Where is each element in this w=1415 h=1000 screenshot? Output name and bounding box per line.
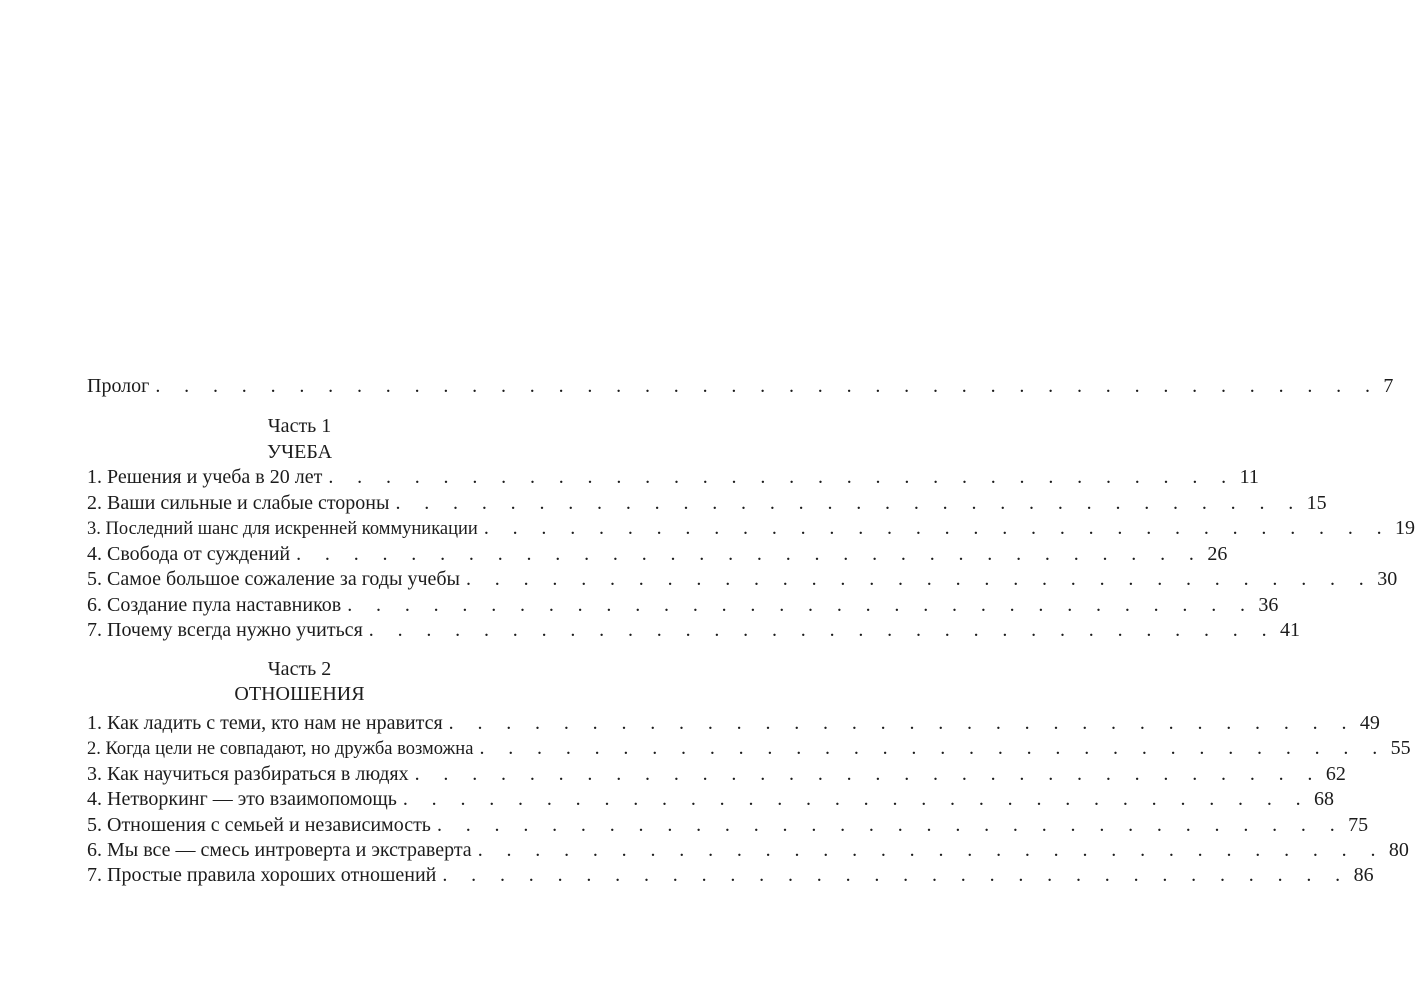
toc-entry-page: 41	[1279, 619, 1300, 641]
toc-entry[interactable]	[87, 618, 1300, 642]
dot-leader: . . . . . . . . . . . . . . . . . . . . . . . . . . . . . . . .	[448, 712, 1356, 734]
dot-leader: . . . . . . . . . . . . . . . . . . . . . . . . . . . . . . . .	[395, 492, 1303, 514]
toc-entry[interactable]	[87, 593, 1279, 617]
toc-entry-title: 1. Как ладить с теми, кто нам не нравится	[87, 712, 443, 734]
toc-entry-title: 7. Простые правила хороших отношений	[87, 864, 437, 886]
toc-entry-page: 30	[1377, 568, 1398, 590]
toc-entry-title: 3. Последний шанс для искренней коммуникации	[87, 519, 478, 539]
toc-entry-page: 55	[1390, 737, 1411, 759]
toc-entry[interactable]	[87, 542, 1228, 566]
toc-entry-title: 2. Когда цели не совпадают, но дружба возможна	[87, 739, 474, 759]
toc-entry-page: 62	[1325, 763, 1346, 785]
toc-entry[interactable]	[87, 567, 1398, 591]
toc-entry-title: 1. Решения и учеба в 20 лет	[87, 466, 323, 488]
dot-leader: . . . . . . . . . . . . . . . . . . . . . . . . . . . . . . . .	[347, 594, 1255, 616]
toc-entry-page: 68	[1314, 788, 1335, 810]
dot-leader: . . . . . . . . . . . . . . . . . . . . . . . . . . . . . . . .	[414, 763, 1322, 785]
toc-entry-title: 6. Создание пула наставников	[87, 594, 342, 616]
toc-entry-title: 2. Ваши сильные и слабые стороны	[87, 492, 390, 514]
toc-entry-title: 5. Отношения с семьей и независимость	[87, 814, 431, 836]
toc-entry-page: 75	[1348, 814, 1369, 836]
dot-leader: . . . . . . . . . . . . . . . . . . . . . . . . . . . . . . . .	[479, 737, 1387, 759]
dot-leader: . . . . . . . . . . . . . . . . . . . . . . . . . . . . . . . .	[402, 788, 1311, 810]
toc-entry[interactable]	[87, 516, 1415, 540]
toc-entry[interactable]	[87, 762, 1346, 786]
toc-entry-page: 19	[1395, 517, 1415, 539]
dot-leader: . . . . . . . . . . . . . . . . . . . . . . . . . . . . . . . . . . . . . . . . . . .	[155, 375, 1380, 397]
dot-leader: . . . . . . . . . . . . . . . . . . . . . . . . . . . . . . . .	[368, 619, 1276, 641]
dot-leader: . . . . . . . . . . . . . . . . . . . . . . . . . . . . . . . .	[296, 543, 1204, 565]
toc-entry-page: 86	[1353, 864, 1374, 886]
toc-entry-page: 80	[1388, 839, 1409, 861]
part-label: Часть 2	[267, 658, 332, 680]
toc-entry[interactable]	[87, 736, 1411, 760]
toc-entry-prologue[interactable]	[87, 374, 1394, 398]
toc-entry-page: 15	[1306, 492, 1327, 514]
toc-entry[interactable]	[87, 465, 1259, 489]
toc-entry-title: 3. Как научиться разбираться в людях	[87, 763, 409, 785]
dot-leader: . . . . . . . . . . . . . . . . . . . . . . . . . . . . . . . .	[483, 517, 1392, 539]
toc-entry-title: 5. Самое большое сожаление за годы учебы	[87, 568, 460, 590]
dot-leader: . . . . . . . . . . . . . . . . . . . . . . . . . . . . . . . .	[436, 814, 1345, 836]
toc-entry[interactable]	[87, 787, 1335, 811]
toc-entry-title: 6. Мы все — смесь интроверта и экстраверта	[87, 839, 472, 861]
toc-entry[interactable]	[87, 863, 1374, 887]
toc-entry-title: 7. Почему всегда нужно учиться	[87, 619, 363, 641]
toc-entry-page: 11	[1239, 466, 1259, 488]
toc-entry[interactable]	[87, 491, 1327, 515]
toc-entry-title: 4. Нетворкинг — это взаимопомощь	[87, 788, 397, 810]
dot-leader: . . . . . . . . . . . . . . . . . . . . . . . . . . . . . . . .	[477, 839, 1385, 861]
part-label: Часть 1	[267, 415, 332, 437]
dot-leader: . . . . . . . . . . . . . . . . . . . . . . . . . . . . . . . .	[466, 568, 1374, 590]
toc-entry-title: 4. Свобода от суждений	[87, 543, 291, 565]
part-title: ОТНОШЕНИЯ	[234, 683, 365, 705]
toc-entry-title: Пролог	[87, 375, 150, 397]
toc-entry-page: 26	[1207, 543, 1228, 565]
dot-leader: . . . . . . . . . . . . . . . . . . . . . . . . . . . . . . . .	[442, 864, 1350, 886]
toc-entry-page: 36	[1258, 594, 1279, 616]
toc-entry[interactable]	[87, 711, 1380, 735]
toc-entry-page: 49	[1359, 712, 1380, 734]
part-title: УЧЕБА	[266, 441, 333, 463]
dot-leader: . . . . . . . . . . . . . . . . . . . . . . . . . . . . . . . .	[328, 466, 1236, 488]
toc-entry[interactable]	[87, 813, 1369, 837]
toc-entry-page: 7	[1383, 375, 1394, 397]
toc-entry[interactable]	[87, 838, 1409, 862]
